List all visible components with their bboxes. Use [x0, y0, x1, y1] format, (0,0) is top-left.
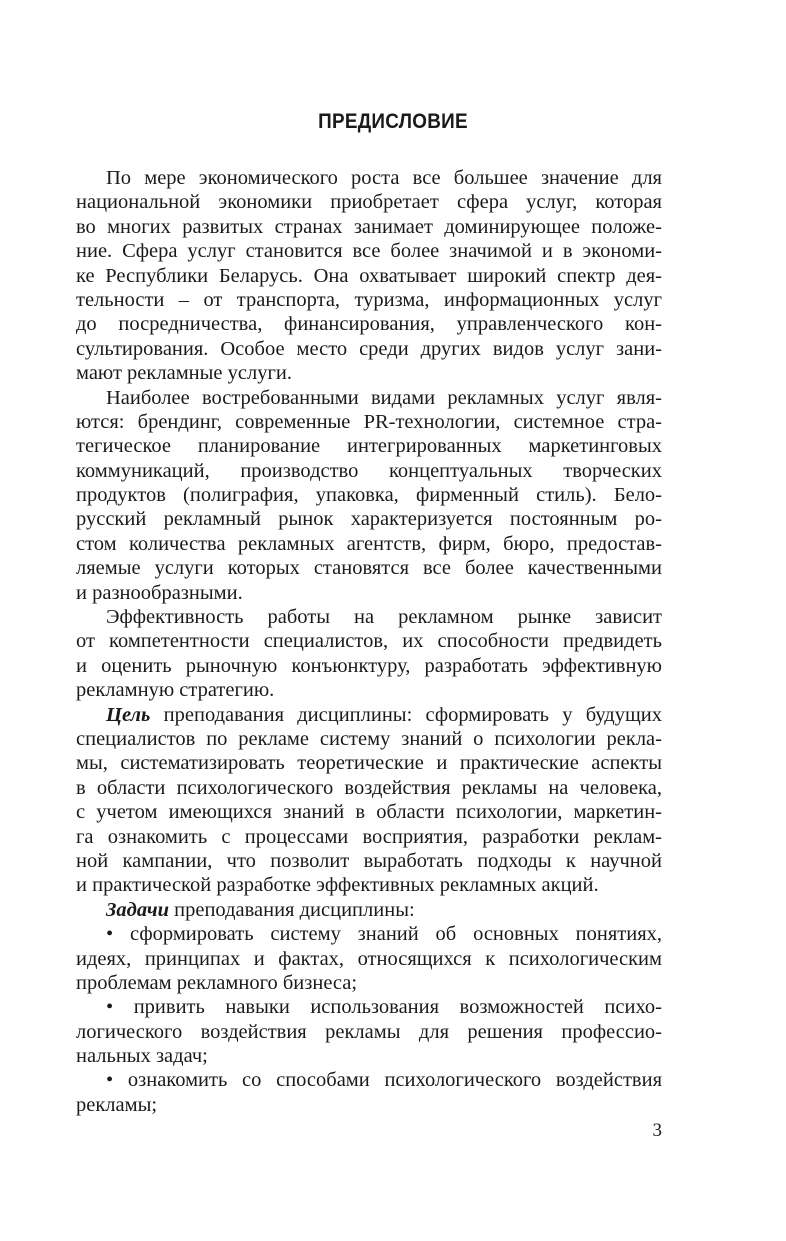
text-line: тельности – от транспорта, туризма, информационных услуг [76, 288, 662, 311]
text-line: рекламную стратегию. [76, 679, 275, 702]
text-line: сультирования. Особое место среди других видов услуг зани- [76, 337, 662, 360]
text-line: ются: брендинг, современные PR-технологии, системное стра- [76, 410, 662, 433]
text-line: и практической разработке эффективных рекламных акций. [76, 874, 599, 897]
text-line: мы, систематизировать теоретические и практические аспекты [76, 752, 662, 775]
page-number: 3 [652, 1120, 662, 1141]
text-line: коммуникаций, производство концептуальных творческих [76, 459, 662, 482]
page-title: ПРЕДИСЛОВИЕ [318, 110, 468, 133]
text-fragment: преподавания дисциплины: [174, 898, 415, 921]
text-line: га ознакомить с процессами восприятия, разработки реклам- [76, 825, 662, 848]
list-item-line: • сформировать систему знаний об основных понятиях, [106, 923, 662, 946]
text-line: с учетом имеющихся знаний в области психологии, маркетин- [76, 801, 662, 824]
text-line: тегическое планирование интегрированных маркетинговых [76, 435, 662, 458]
tasks-term: Задачи [106, 898, 169, 921]
text-line: По мере экономического роста все большее значение для [106, 167, 662, 189]
page-body [76, 166, 662, 1117]
text-line: ние. Сфера услуг становится все более значимой и в экономи- [76, 240, 662, 263]
text-line: мают рекламные услуги. [76, 362, 292, 385]
text-line: и оценить рыночную конъюнктуру, разработать эффективную [76, 654, 662, 677]
text-line: ной кампании, что позволит выработать подходы к научной [76, 849, 662, 872]
text-line: до посредничества, финансирования, управленческого кон- [76, 313, 662, 336]
text-line-tasks [76, 898, 662, 922]
text-line: ке Республики Беларусь. Она охватывает широкий спектр дея- [76, 264, 662, 287]
text-line: логического воздействия рекламы для решения профессио- [76, 1020, 662, 1043]
text-line: специалистов по рекламе систему знаний о психологии рекла- [76, 727, 662, 750]
text-fragment: преподавания дисциплины: сформировать у будущих [163, 703, 662, 726]
list-item-line: • ознакомить со способами психологического воздействия [106, 1069, 662, 1092]
text-line: в области психологического воздействия рекламы на человека, [76, 776, 662, 799]
text-line: проблемам рекламного бизнеса; [76, 971, 358, 994]
text-line: и разнообразными. [76, 581, 243, 604]
text-line: русский рекламный рынок характеризуется постоянным ро- [76, 508, 662, 531]
goal-term: Цель [106, 703, 151, 726]
text-line: Наиболее востребованными видами рекламных услуг явля- [106, 386, 662, 409]
text-line-goal [76, 703, 662, 727]
text-line: Эффективность работы на рекламном рынке зависит [106, 606, 662, 629]
text-line: во многих развитых странах занимает доминирующее положе- [76, 215, 662, 238]
text-line: идеях, принципах и фактах, относящихся к психологическим [76, 947, 662, 970]
text-line: от компетентности специалистов, их способности предвидеть [76, 630, 662, 653]
text-line: нальных задач; [76, 1045, 208, 1068]
text-line: стом количества рекламных агентств, фирм, бюро, предостав- [76, 532, 662, 555]
text-line: продуктов (полиграфия, упаковка, фирменный стиль). Бело- [76, 484, 662, 507]
text-line: национальной экономики приобретает сфера услуг, которая [76, 191, 662, 214]
text-line: ляемые услуги которых становятся все более качественными [76, 557, 662, 580]
list-item-line: • привить навыки использования возможностей психо- [106, 996, 662, 1019]
text-line: рекламы; [76, 1093, 158, 1116]
